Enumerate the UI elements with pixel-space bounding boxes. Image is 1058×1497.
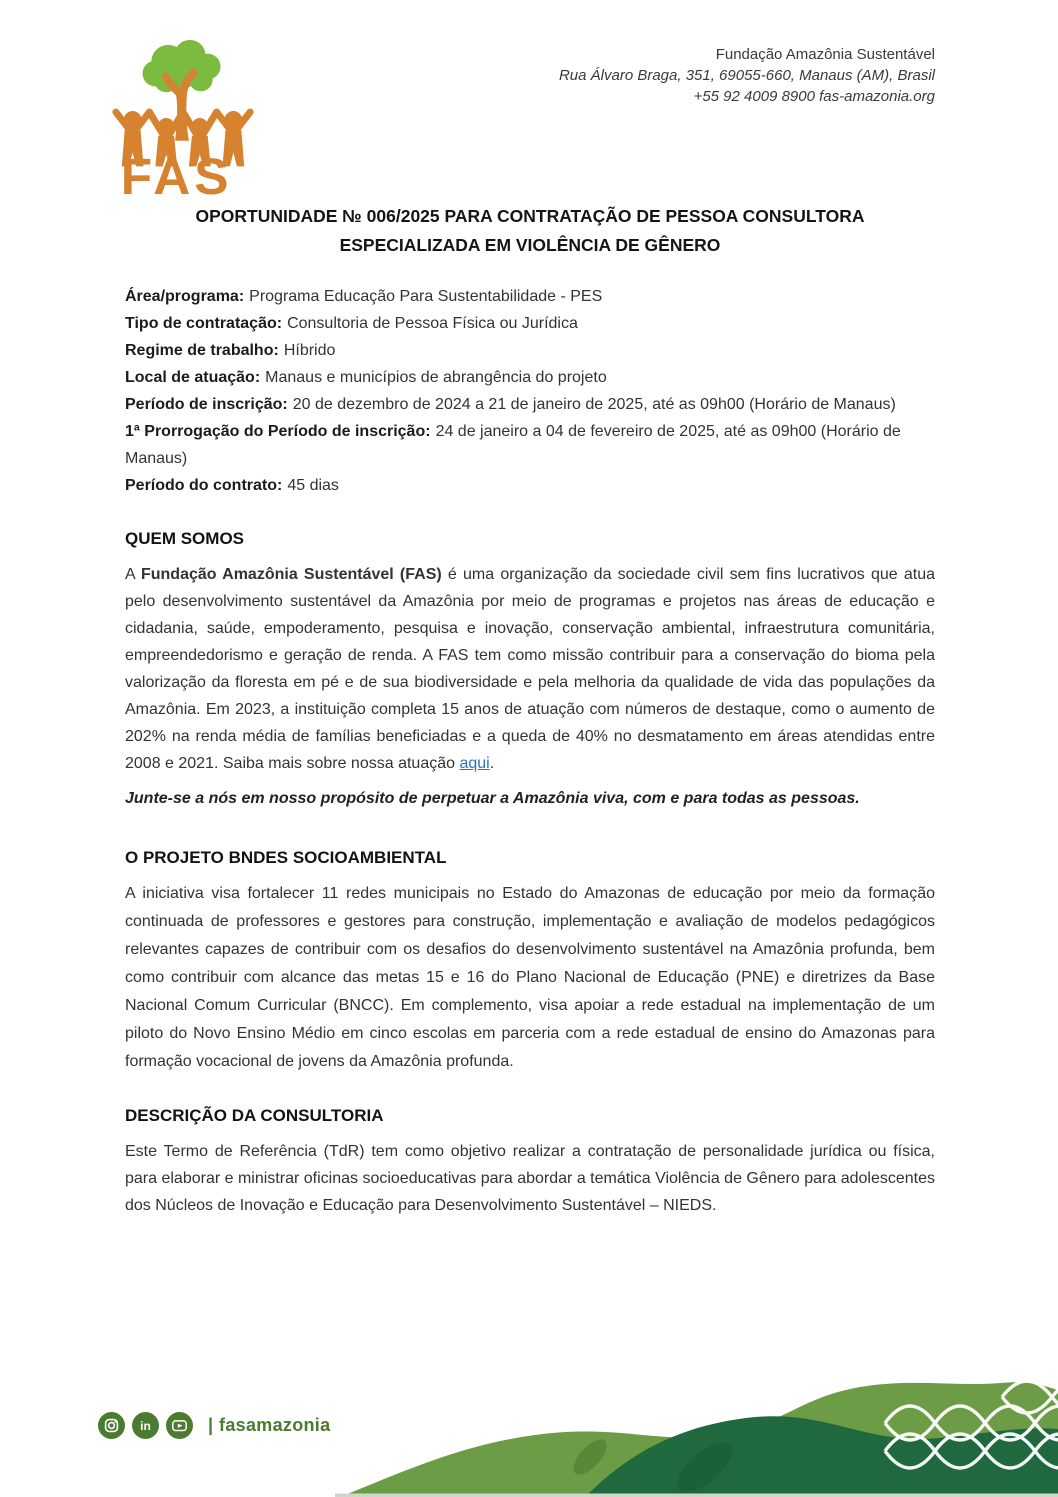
footer-handle[interactable]: fasamazonia <box>219 1415 331 1435</box>
field-label: Tipo de contratação: <box>125 315 283 332</box>
linkedin-glyph: in <box>140 1419 151 1433</box>
field-periodo-inscricao <box>125 391 935 418</box>
field-label: Período de inscrição: <box>125 396 288 413</box>
field-regime-trabalho <box>125 337 935 364</box>
document-title: OPORTUNIDADE № 006/2025 PARA CONTRATAÇÃO DE PESSOA CONSULTORA ESPECIALIZADA EM VIOLÊNCIA DE GÊNERO <box>195 206 865 255</box>
field-label: Período do contrato: <box>125 477 283 494</box>
field-value: Consultoria de Pessoa Física ou Jurídica <box>287 315 578 332</box>
field-tipo-contratacao <box>125 310 935 337</box>
page-header <box>0 0 1058 196</box>
footer-social-bar <box>98 1412 330 1439</box>
field-periodo-contrato <box>125 472 935 499</box>
instagram-icon[interactable] <box>98 1412 125 1439</box>
field-value: 24 de janeiro a 04 de fevereiro de 2025, até as 09h00 (Horário de Manaus) <box>125 423 901 467</box>
field-label: Regime de trabalho: <box>125 342 279 359</box>
footer-separator: | <box>208 1415 214 1435</box>
saiba-mais-link[interactable]: aqui <box>459 755 490 772</box>
field-label: 1ª Prorrogação do Período de inscrição: <box>125 423 431 440</box>
fas-logo <box>98 36 268 196</box>
projeto-bndes-paragraph: A iniciativa visa fortalecer 11 redes municipais no Estado do Amazonas de educação por meio da formação continuada de professores e gestores para construção, implementação e avaliação de modelos pedagógicos relevantes capazes de contribuir com os desafios do desenvolvimento sustentável na Amazônia profunda, bem como contribuir com alcance das metas 15 e 16 do Plano Nacional de Educação (PNE) e diretrizes da Base Nacional Comum Curricular (BNCC). Em complemento, visa apoiar a rede estadual na implementação de um piloto do Novo Ensino Médio em cinco escolas em parceria com a rede estadual de ensino do Amazonas para formação vocacional de jovens da Amazônia profunda. <box>125 885 935 1070</box>
after-link: . <box>489 755 495 772</box>
field-value: Programa Educação Para Sustentabilidade - PES <box>249 288 603 305</box>
intro-body: é uma organização da sociedade civil sem fins lucrativos que atua pelo desenvolvimento sustentável da Amazônia por meio de programas e projetos nas áreas de educação e cidadania, saúde, empoderamento, pesquisa e inovação, conservação ambiental, infraestrutura comunitária, empreendedorismo e geração de renda. A FAS tem como missão contribuir para a conservação do bioma pela valorização da floresta em pé e de sua biodiversidade e pela melhoria da qualidade de vida das populações da Amazônia. Em 2023, a instituição completa 15 anos de atuação com números de destaque, como o aumento de 202% na renda média de famílias beneficiadas e a queda de 40% no desmatamento em áreas atendidas entre 2008 e 2021. Saiba mais sobre nossa atuação <box>125 566 935 772</box>
field-value: 45 dias <box>287 477 339 494</box>
page-bottom-edge <box>335 1494 1058 1497</box>
org-address: Rua Álvaro Braga, 351, 69055-660, Manaus (AM), Brasil <box>558 67 935 84</box>
intro-prefix: A <box>125 566 141 583</box>
linkedin-icon[interactable] <box>132 1412 159 1439</box>
org-phone-site: +55 92 4009 8900 fas-amazonia.org <box>693 88 935 105</box>
section-heading-quem-somos: QUEM SOMOS <box>125 529 245 548</box>
field-value: Híbrido <box>283 342 336 359</box>
section-heading-descricao: DESCRIÇÃO DA CONSULTORIA <box>125 1106 384 1125</box>
opportunity-fields <box>125 283 935 499</box>
field-local-atuacao <box>125 364 935 391</box>
descricao-paragraph: Este Termo de Referência (TdR) tem como objetivo realizar a contratação de personalidade jurídica ou física, para elaborar e ministrar oficinas socioeducativas para abordar a temática Violência de Gênero para adolescentes dos Núcleos de Inovação e Educação para Desenvolvimento Sustentável – NIEDS. <box>125 1143 935 1214</box>
quem-somos-paragraph <box>125 561 935 777</box>
document-body <box>0 202 1058 1219</box>
field-area-programa <box>125 283 935 310</box>
contact-block <box>559 36 935 107</box>
org-name: Fundação Amazônia Sustentável <box>715 46 935 63</box>
org-name-bold: Fundação Amazônia Sustentável (FAS) <box>140 566 442 583</box>
mission-tagline: Junte-se a nós em nosso propósito de perpetuar a Amazônia viva, com e para todas as pessoas. <box>125 790 860 807</box>
field-prorrogacao <box>125 418 935 472</box>
logo-acronym: FAS <box>120 148 233 196</box>
field-value: Manaus e municípios de abrangência do projeto <box>265 369 607 386</box>
field-label: Área/programa: <box>125 288 245 305</box>
field-value: 20 de dezembro de 2024 a 21 de janeiro de 2025, até as 09h00 (Horário de Manaus) <box>292 396 896 413</box>
field-label: Local de atuação: <box>125 369 261 386</box>
section-heading-projeto-bndes: O PROJETO BNDES SOCIOAMBIENTAL <box>125 848 447 867</box>
youtube-icon[interactable] <box>166 1412 193 1439</box>
